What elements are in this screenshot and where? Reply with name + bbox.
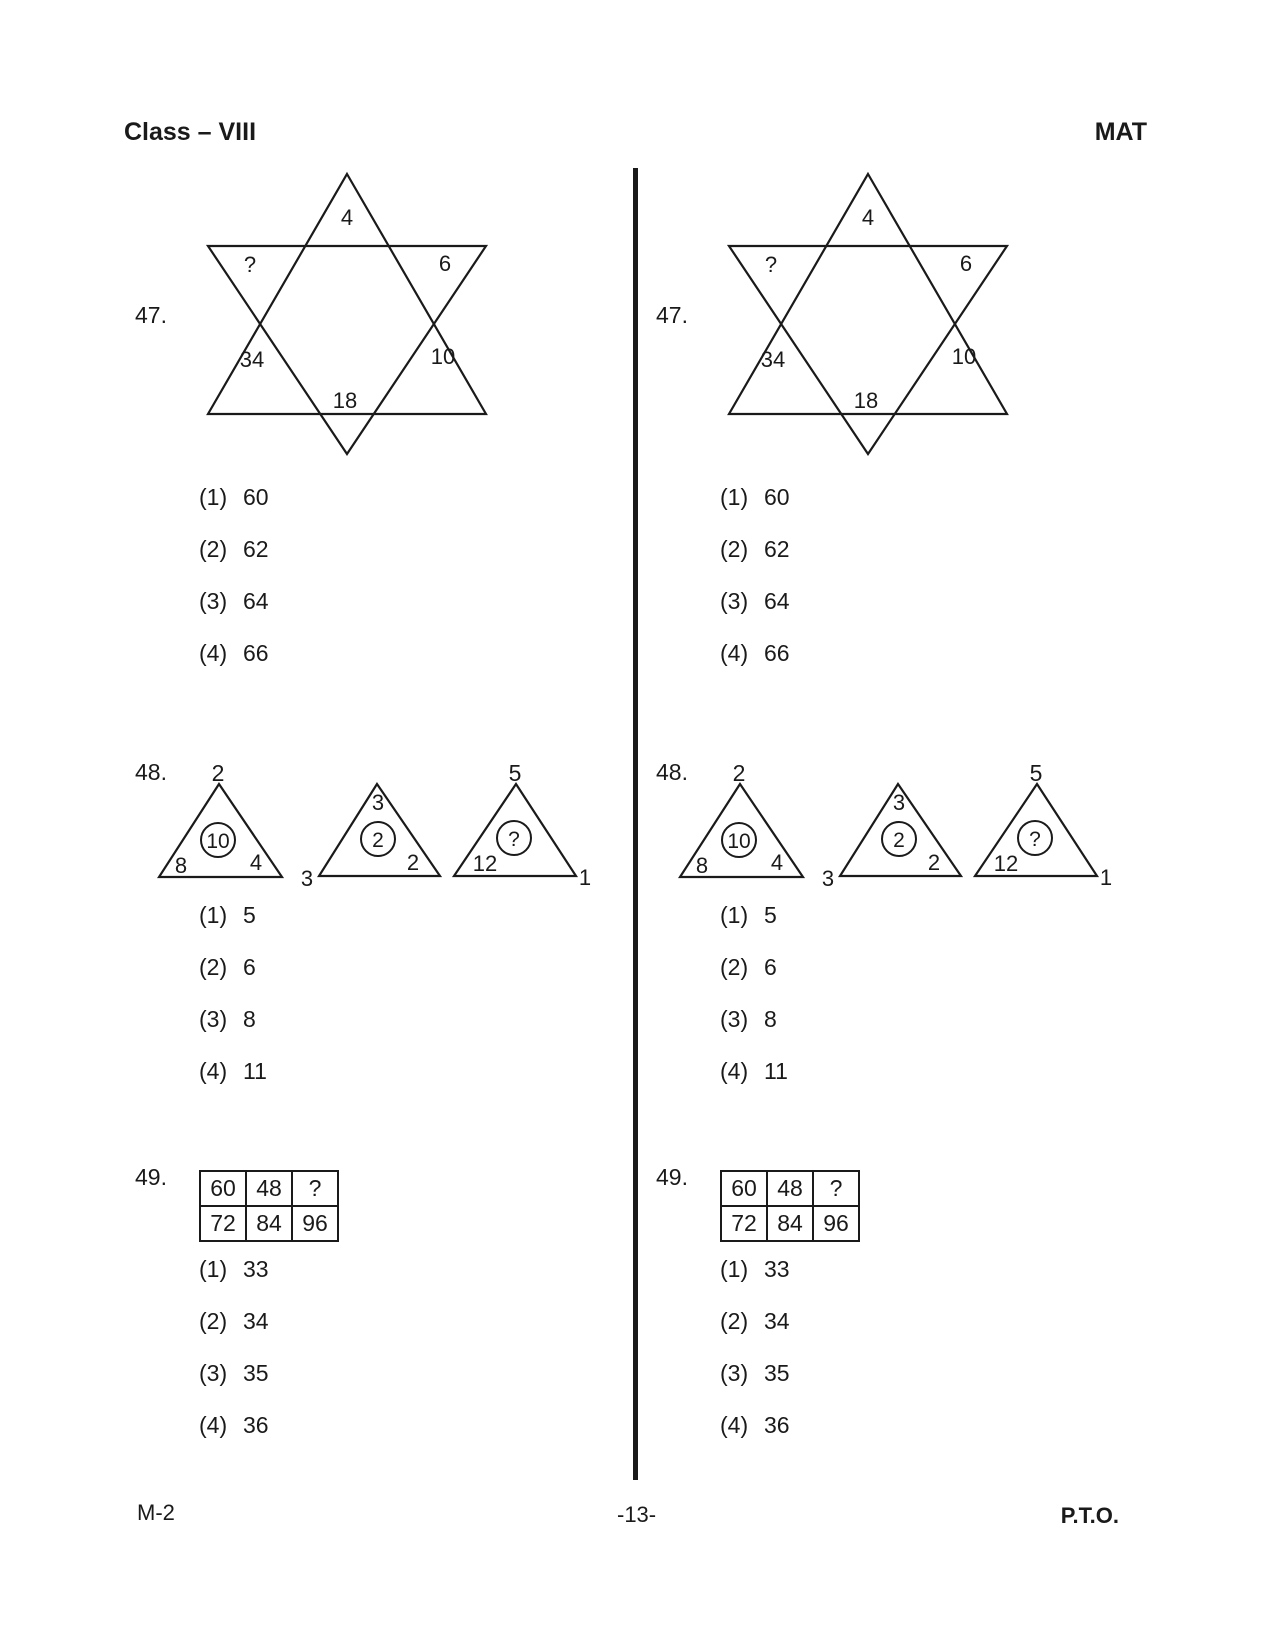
triangle-2-top: 3	[892, 790, 906, 815]
triangle-3	[454, 760, 591, 890]
number-grid	[199, 1170, 339, 1242]
triangle-2-top: 3	[371, 790, 385, 815]
option[interactable]: (2) 6	[199, 954, 256, 980]
triangle-1-center: 10	[206, 830, 230, 853]
options-48	[199, 902, 267, 1110]
star-top-left-value: ?	[764, 252, 778, 277]
grid-cell: ?	[813, 1171, 859, 1206]
grid-cell: 84	[246, 1206, 292, 1241]
triangle-3-top: 5	[508, 760, 522, 786]
triangle-1-right: 4	[249, 850, 263, 875]
grid-row	[721, 1171, 859, 1206]
triangle-3-top: 5	[1029, 760, 1043, 786]
grid-cell: ?	[292, 1171, 338, 1206]
grid-row	[200, 1171, 338, 1206]
question-number: 48.	[656, 759, 688, 785]
option[interactable]: (3) 8	[199, 1006, 256, 1032]
footer-page-number: -13-	[617, 1502, 657, 1527]
option[interactable]: (3) 64	[720, 588, 790, 614]
question-number: 49.	[135, 1164, 167, 1190]
triangle-1-center: 10	[727, 830, 751, 853]
grid-row	[721, 1206, 859, 1241]
option[interactable]: (2) 34	[199, 1308, 269, 1334]
option[interactable]: (1) 5	[720, 902, 777, 928]
option[interactable]: (4) 11	[199, 1058, 267, 1084]
option[interactable]: (2) 34	[720, 1308, 790, 1334]
triangle-1-left: 8	[695, 853, 709, 878]
option[interactable]: (1) 33	[720, 1256, 790, 1282]
options-49	[199, 1256, 269, 1464]
option[interactable]: (3) 8	[720, 1006, 777, 1032]
option[interactable]: (3) 35	[199, 1360, 269, 1386]
grid-cell: 96	[292, 1206, 338, 1241]
triangle-3-center: ?	[508, 828, 520, 851]
options-47	[720, 484, 790, 692]
star-bottom-left-value: 34	[760, 347, 786, 372]
option[interactable]: (4) 36	[199, 1412, 269, 1438]
grid-cell: 60	[721, 1171, 767, 1206]
star-figure	[197, 168, 507, 468]
option[interactable]: (4) 11	[720, 1058, 788, 1084]
question-number: 47.	[135, 302, 167, 328]
triangle-2-center: 2	[893, 829, 905, 852]
triangle-2-left: 3	[821, 866, 835, 891]
grid-cell: 72	[721, 1206, 767, 1241]
option[interactable]: (3) 64	[199, 588, 269, 614]
question-number: 47.	[656, 302, 688, 328]
grid-cell: 60	[200, 1171, 246, 1206]
triangle-3-left: 12	[993, 851, 1019, 876]
options-48	[720, 902, 788, 1110]
star-bottom-value: 18	[332, 388, 358, 413]
triangle-1-left: 8	[174, 853, 188, 878]
option[interactable]: (1) 60	[199, 484, 269, 510]
question-number: 48.	[135, 759, 167, 785]
star-bottom-right-value: 10	[430, 344, 456, 369]
grid-cell: 48	[767, 1171, 813, 1206]
option[interactable]: (4) 66	[199, 640, 269, 666]
triangle-3-right: 1	[578, 865, 592, 890]
star-bottom-right-value: 10	[951, 344, 977, 369]
number-grid	[720, 1170, 860, 1242]
star-top-right-value: 6	[438, 251, 452, 276]
grid-cell: 96	[813, 1206, 859, 1241]
triangle-2	[822, 784, 961, 891]
triangles-figure	[157, 752, 617, 902]
triangle-2	[301, 784, 440, 891]
triangle-2-right: 2	[927, 850, 941, 875]
star-top-value: 4	[340, 205, 354, 230]
option[interactable]: (4) 66	[720, 640, 790, 666]
triangle-2-center: 2	[372, 829, 384, 852]
triangle-1	[680, 760, 803, 878]
triangle-3	[975, 760, 1112, 890]
grid-cell: 72	[200, 1206, 246, 1241]
option[interactable]: (1) 60	[720, 484, 790, 510]
grid-cell: 84	[767, 1206, 813, 1241]
option[interactable]: (2) 6	[720, 954, 777, 980]
option[interactable]: (1) 33	[199, 1256, 269, 1282]
footer-pto: P.T.O.	[1060, 1503, 1119, 1528]
column-right	[656, 0, 1156, 1500]
class-label: Class – VIII	[124, 118, 257, 146]
grid-row	[200, 1206, 338, 1241]
options-47	[199, 484, 269, 692]
triangle-2-left: 3	[300, 866, 314, 891]
star-bottom-value: 18	[853, 388, 879, 413]
star-top-left-value: ?	[243, 252, 257, 277]
triangles-figure	[678, 752, 1138, 902]
option[interactable]: (2) 62	[199, 536, 269, 562]
grid-cell: 48	[246, 1171, 292, 1206]
option[interactable]: (3) 35	[720, 1360, 790, 1386]
star-figure	[718, 168, 1028, 468]
triangle-3-left: 12	[472, 851, 498, 876]
triangle-1-top: 2	[732, 760, 746, 786]
subject-label: MAT	[1094, 118, 1147, 146]
question-number: 49.	[656, 1164, 688, 1190]
option[interactable]: (4) 36	[720, 1412, 790, 1438]
triangle-1	[159, 760, 282, 878]
triangle-2-right: 2	[406, 850, 420, 875]
star-bottom-left-value: 34	[239, 347, 265, 372]
triangle-1-right: 4	[770, 850, 784, 875]
triangle-3-center: ?	[1029, 828, 1041, 851]
option[interactable]: (1) 5	[199, 902, 256, 928]
star-top-value: 4	[861, 205, 875, 230]
option[interactable]: (2) 62	[720, 536, 790, 562]
star-top-right-value: 6	[959, 251, 973, 276]
column-left	[135, 0, 635, 1500]
options-49	[720, 1256, 790, 1464]
triangle-1-top: 2	[211, 760, 225, 786]
footer-code: M-2	[137, 1500, 175, 1525]
triangle-3-right: 1	[1099, 865, 1113, 890]
